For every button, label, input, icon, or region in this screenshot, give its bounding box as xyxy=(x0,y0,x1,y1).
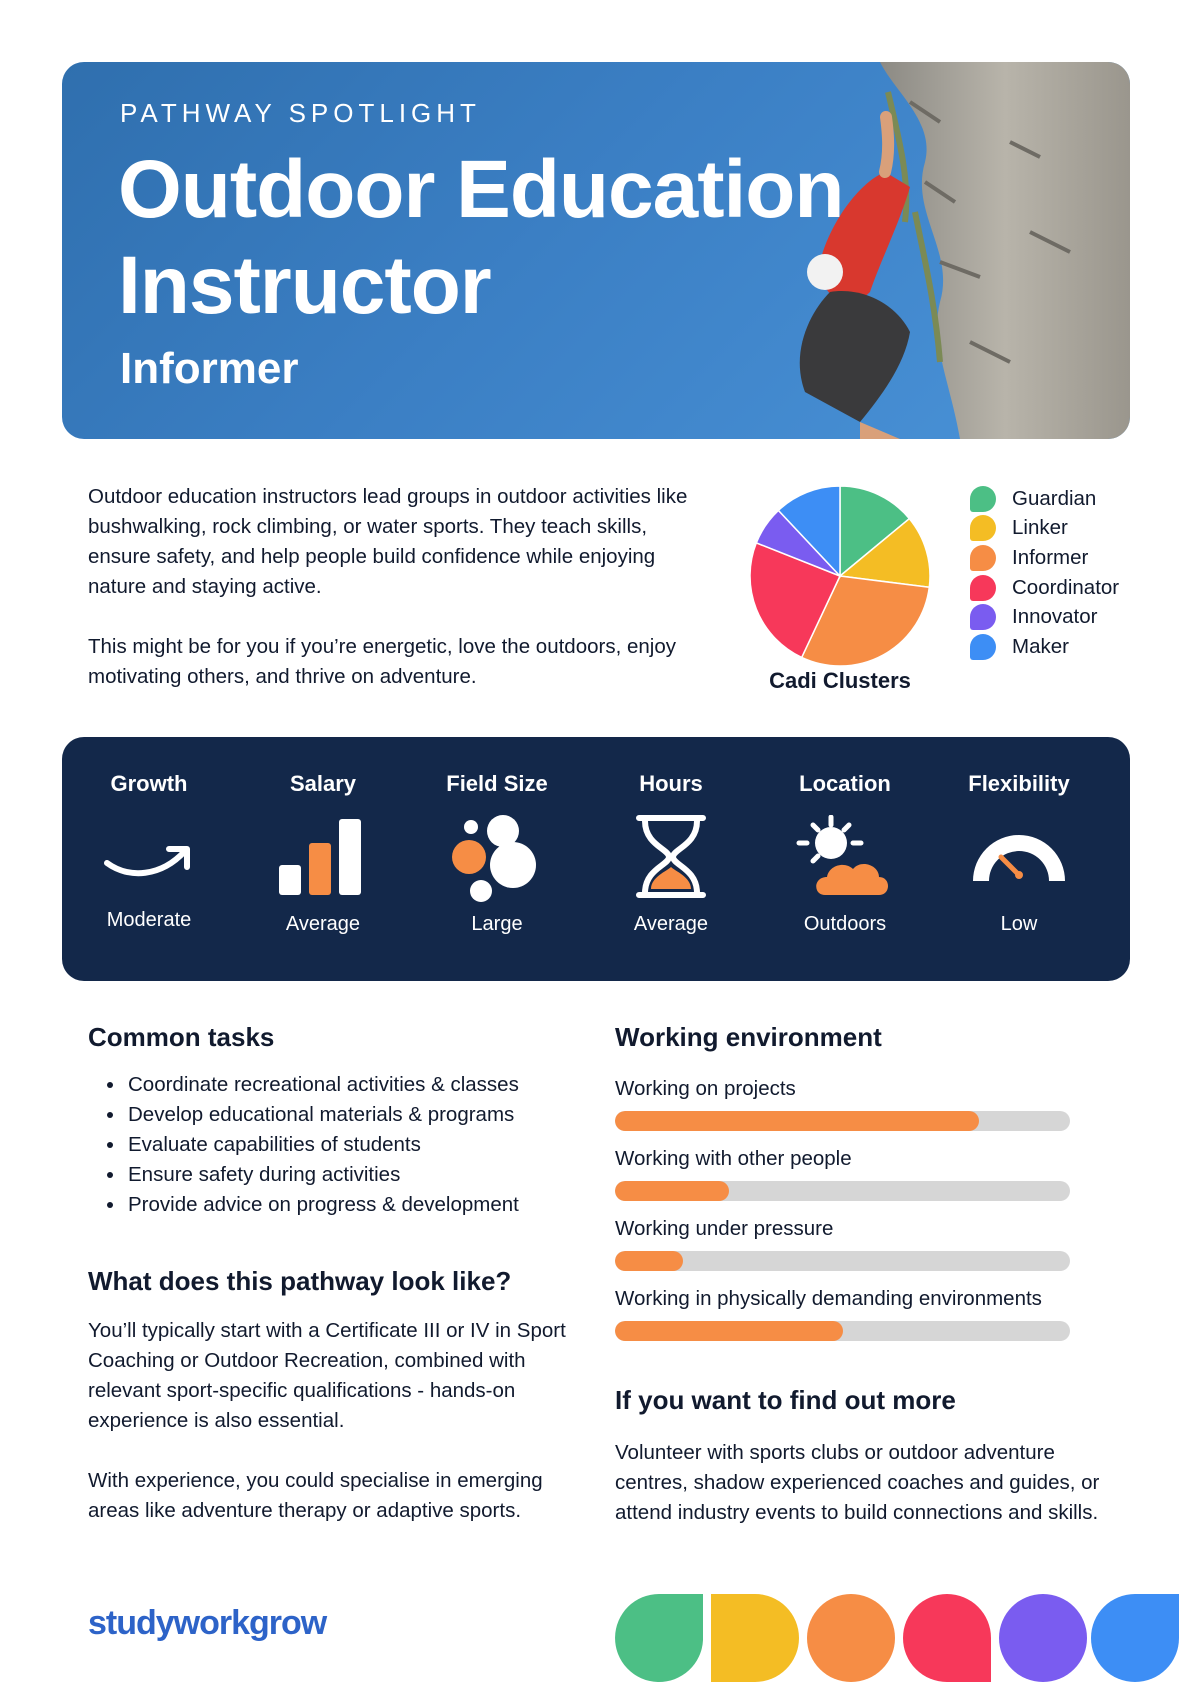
environment-heading: Working environment xyxy=(615,1022,882,1052)
stat-label: Growth xyxy=(110,771,188,796)
stat-value: Outdoors xyxy=(803,913,887,935)
environment-label: Working under pressure xyxy=(615,1217,834,1240)
legend-label: Maker xyxy=(1012,634,1069,658)
cadi-clusters-pie-chart xyxy=(748,484,932,668)
stat-label: Flexibility xyxy=(968,771,1070,796)
pathway-paragraph-1: You’ll typically start with a Certificate III or IV in Sport Coaching or Outdoor Recreation, combined with relevant sport-specific qualifications - hands-on experience is also essential. xyxy=(88,1319,566,1432)
environment-label: Working on projects xyxy=(615,1077,796,1100)
progress-fill xyxy=(615,1181,729,1201)
career-stats-panel xyxy=(62,737,1130,981)
cluster-shapes-decoration xyxy=(615,1590,1191,1684)
legend-swatch xyxy=(970,604,996,630)
environment-label: Working with other people xyxy=(615,1147,852,1170)
list-item: • Develop educational materials & programs xyxy=(126,1100,519,1130)
legend-label: Innovator xyxy=(1012,605,1098,629)
tasks-list xyxy=(100,1070,519,1220)
pathway-paragraph-2: With experience, you could specialise in emerging areas like adventure therapy or adaptive sports. xyxy=(88,1469,543,1522)
stat-hours xyxy=(584,737,758,981)
sun-cloud-icon xyxy=(795,815,895,915)
legend-label: Coordinator xyxy=(1012,575,1120,599)
stat-value: Average xyxy=(633,913,709,935)
legend-label: Linker xyxy=(1012,516,1068,540)
stat-location xyxy=(758,737,932,981)
list-item: • Ensure safety during activities xyxy=(126,1160,519,1190)
hero-banner xyxy=(62,62,1130,439)
stat-field-size xyxy=(410,737,584,981)
legend-swatch xyxy=(970,634,996,660)
legend-item-coordinator xyxy=(970,573,1119,603)
intro-paragraph-2: This might be for you if you’re energetic, love the outdoors, enjoy motivating others, and thrive on adventure. xyxy=(88,635,676,688)
hourglass-icon xyxy=(621,815,721,915)
progress-track xyxy=(615,1111,1070,1131)
progress-fill xyxy=(615,1251,683,1271)
stat-value: Low xyxy=(1000,913,1038,935)
stat-value: Moderate xyxy=(106,909,192,931)
stat-label: Hours xyxy=(639,771,703,796)
environment-item xyxy=(615,1077,1070,1131)
page-title: Outdoor Education Instructor xyxy=(118,144,844,331)
legend-label: Informer xyxy=(1012,545,1089,569)
stat-label: Salary xyxy=(289,771,357,796)
intro-text xyxy=(88,482,688,722)
bubbles-icon xyxy=(447,815,547,915)
legend-swatch xyxy=(970,515,996,541)
more-text: Volunteer with sports clubs or outdoor adventure centres, shadow experienced coaches and guides, or attend industry events to build connections and skills. xyxy=(615,1441,1100,1524)
eyebrow-label: PATHWAY SPOTLIGHT xyxy=(120,98,481,128)
intro-paragraph-1: Outdoor education instructors lead groups in outdoor activities like bushwalking, rock climbing, or water sports. They teach skills, ensure safety, and help people build confidence while enjoying nature and staying active. xyxy=(88,485,688,598)
pie-chart-title: Cadi Clusters xyxy=(769,668,911,693)
more-heading: If you want to find out more xyxy=(615,1385,956,1415)
progress-fill xyxy=(615,1321,843,1341)
brand-logo: studyworkgrow xyxy=(88,1604,327,1642)
legend-swatch xyxy=(970,545,996,571)
legend-item-guardian xyxy=(970,484,1119,514)
pathway-heading: What does this pathway look like? xyxy=(88,1266,512,1296)
environment-item xyxy=(615,1287,1070,1341)
progress-track xyxy=(615,1251,1070,1271)
stat-label: Field Size xyxy=(446,771,548,796)
list-item: • Coordinate recreational activities & classes xyxy=(126,1070,519,1100)
legend-label: Guardian xyxy=(1012,486,1097,510)
gauge-icon xyxy=(969,815,1069,915)
legend-item-innovator xyxy=(970,602,1119,632)
legend-item-maker xyxy=(970,632,1119,662)
stat-value: Large xyxy=(471,913,523,935)
pie-legend xyxy=(970,484,1119,662)
legend-swatch xyxy=(970,575,996,601)
progress-fill xyxy=(615,1111,979,1131)
environment-item xyxy=(615,1147,1070,1201)
stat-label: Location xyxy=(799,771,891,796)
list-item: • Evaluate capabilities of students xyxy=(126,1130,519,1160)
trend-arrow-icon xyxy=(99,815,199,915)
progress-track xyxy=(615,1181,1070,1201)
cluster-subtitle: Informer xyxy=(120,344,299,393)
stat-growth xyxy=(62,737,236,981)
legend-item-informer xyxy=(970,543,1119,573)
progress-track xyxy=(615,1321,1070,1341)
tasks-heading: Common tasks xyxy=(88,1022,275,1052)
bar-chart-icon xyxy=(273,815,373,915)
environment-item xyxy=(615,1217,1070,1271)
list-item: • Provide advice on progress & development xyxy=(126,1190,519,1220)
pathway-text xyxy=(88,1316,588,1556)
legend-swatch xyxy=(970,486,996,512)
environment-label: Working in physically demanding environments xyxy=(615,1287,1042,1310)
stat-salary xyxy=(236,737,410,981)
stat-value: Average xyxy=(285,913,361,935)
legend-item-linker xyxy=(970,514,1119,544)
stat-flexibility xyxy=(932,737,1106,981)
